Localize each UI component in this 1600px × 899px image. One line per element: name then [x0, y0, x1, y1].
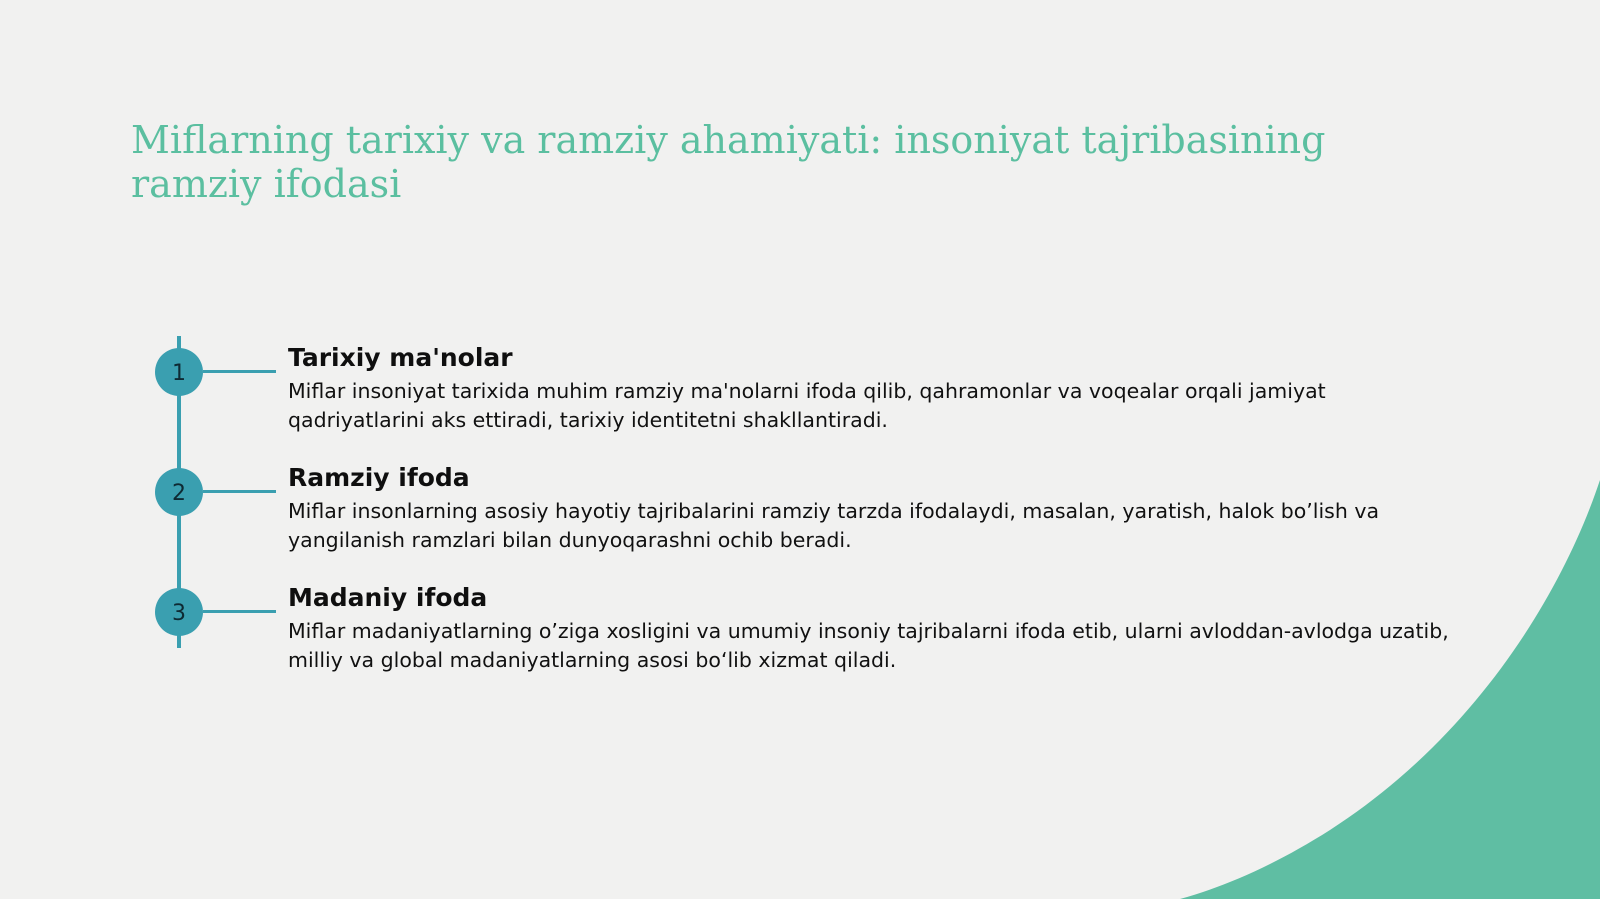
step-number-badge: 2 — [155, 468, 203, 516]
step-heading: Madaniy ifoda — [288, 583, 488, 612]
step-connector-line — [203, 370, 276, 373]
step-connector-line — [203, 490, 276, 493]
step-description: Miflar insoniyat tarixida muhim ramziy ma'nolarni ifoda qilib, qahramonlar va voqealar orqali jamiyat qadriyatlarini aks ettiradi, tarixiy identitetni shakllantiradi. — [288, 379, 1326, 432]
slide-title: Miflarning tarixiy va ramziy ahamiyati: insoniyat tajribasining ramziy ifodasi — [131, 118, 1326, 206]
step-description: Miflar madaniyatlarning o’ziga xosligini va umumiy insoniy tajribalarni ifoda etib, ularni avloddan-avlodga uzatib, milliy va global madaniyatlarning asosi bo‘lib xizmat qiladi. — [288, 619, 1449, 672]
step-connector-line — [203, 610, 276, 613]
step-number-badge: 1 — [155, 348, 203, 396]
step-heading: Ramziy ifoda — [288, 463, 470, 492]
step-number-badge: 3 — [155, 588, 203, 636]
step-description: Miflar insonlarning asosiy hayotiy tajribalarini ramziy tarzda ifodalaydi, masalan, yaratish, halok bo’lish va yangilanish ramzlari bilan dunyoqarashni ochib beradi. — [288, 499, 1380, 552]
step-heading: Tarixiy ma'nolar — [288, 343, 513, 372]
